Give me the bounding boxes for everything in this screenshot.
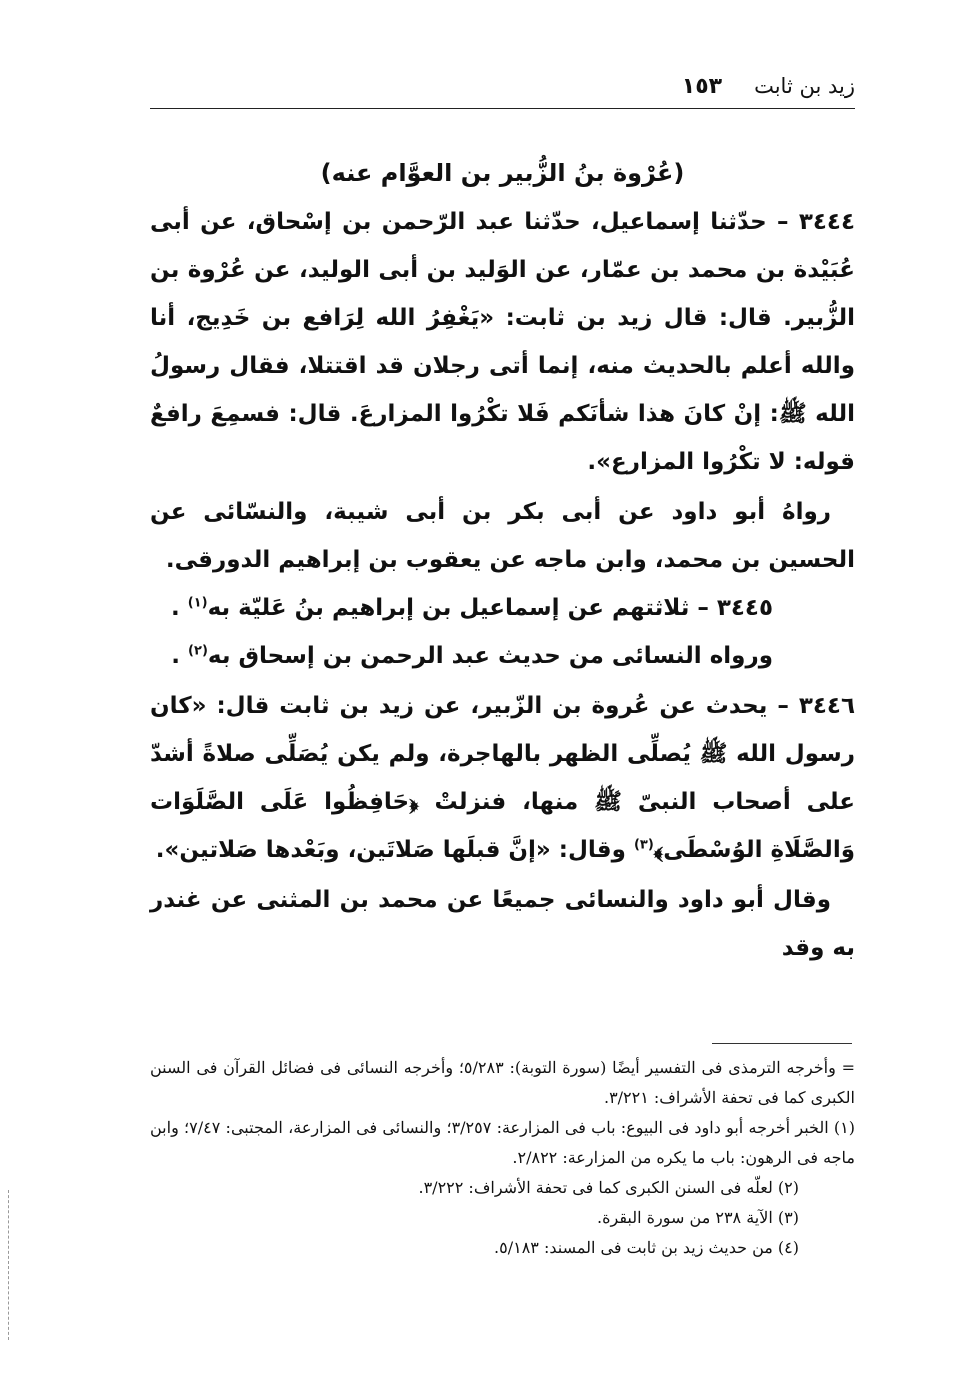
footnote-3: (٣) الآية ٢٣٨ من سورة البقرة. — [597, 1208, 799, 1227]
footnote-4: (٤) من حديث زيد بن ثابت فى المسند: ٥/١٨٣. — [494, 1238, 799, 1257]
footnote-2: (٢) لعلّه فى السنن الكبرى كما فى تحفة الأشراف: ٣/٢٢٢. — [418, 1178, 799, 1197]
hadith-3445: ٣٤٤٥ – ثلاثتهم عن إسماعيل بن إبراهيم بنُ عَليّة به$^{(١)}$ . — [170, 595, 773, 621]
hadith-3445-text: ٣٤٤٥ – ثلاثتهم عن إسماعيل بن إبراهيم بنُ عَليّة به — [207, 595, 773, 621]
narration-line-text: ورواه النسائى من حديث عبد الرحمن بن إسحاق به — [207, 643, 773, 669]
scan-edge-mark — [8, 1190, 11, 1340]
narration-paragraph: وقال أبو داود والنسائى جميعًا عن محمد بن المثنى عن غندر به وقد — [150, 887, 855, 961]
narration-paragraph: رواهُ أبو داود عن أبى بكر بن أبى شيبة، والنسّائى عن الحسين بن محمد، وابن ماجه عن يعقوب بن إبراهيم الدورقى. — [150, 499, 855, 573]
header-rule — [150, 108, 855, 109]
running-head-title: زيد بن ثابت — [754, 74, 855, 98]
footnote-rule — [712, 1043, 852, 1044]
footnote-ref: (٢) — [188, 643, 208, 659]
footnote-ref: (١) — [187, 595, 208, 611]
footnote-continuation: = وأخرجه الترمذى فى التفسير أيضًا (سورة التوبة): ٥/٢٨٣؛ وأخرجه النسائى فى فضائل القرآن فى السنن الكبرى كما فى تحفة الأشراف: ٣/٢٢١. — [150, 1058, 856, 1107]
hadith-3446 — [150, 682, 855, 874]
page-number: ١٥٣ — [681, 73, 723, 99]
footnotes — [150, 1053, 855, 1263]
footnote-ref: (٣) — [633, 837, 654, 853]
section-heading: (عُرْوة بنُ الزُّبير بن العوَّام عنه) — [320, 159, 685, 187]
hadith-3444: ٣٤٤٤ – حدّثنا إسماعيل، حدّثنا عبد الرّحمن بن إسْحاق، عن أبى عُبَيْدة بن محمد بن عمّار، عن الوَليد بن أبى الوليد، عن عُرْوة بن الزُّبير. قال: قال زيد بن ثابت: «يَغْفِرُ الله لِرَافع بن خَدِيج، أنا والله أعلم بالحديث منه، إنما أتى رجلان قد اقتتلا، فقال رسولُ الله ﷺ: إنْ كانَ هذا شأنَكم فَلا تكْرُوا المزارعَ. قال: فسمِعَ رافعٌ قوله: لا تكْرُوا المزارع». — [150, 209, 855, 475]
hadith-3446-text: ٣٤٤٦ – يحدث عن عُروة بن الزّبير، عن زيد بن ثابت قال: «كان رسول الله ﷺ يُصلِّى الظهر بالهاجرة، ولم يكن يُصَلِّى صلاةً أشدّ على أصحاب النبىّ ﷺ منها، فنزلتْ ﴿حَافِظُوا عَلَى الصَّلَوَات وَالصَّلَاةِ الوُسْطَى﴾ — [150, 693, 855, 863]
running-head — [150, 66, 855, 106]
footnote-1: (١) الخبر أخرجه أبو داود فى البيوع: باب فى المزارعة: ٣/٢٥٧؛ والنسائى فى المزارعة، المجتبى: ٧/٤٧؛ وابن ماجه فى الرهون: باب ما يكره من المزارعة: ٢/٨٢٢. — [150, 1118, 856, 1167]
narration-line: ورواه النسائى من حديث عبد الرحمن بن إسحاق به$^{(٢)}$ . — [171, 643, 773, 669]
main-text — [150, 148, 855, 972]
hadith-3446-text-end: وقال: «إنَّ قبلَها صَلاتَين، وبَعْدها صَلاتين». — [155, 837, 626, 863]
